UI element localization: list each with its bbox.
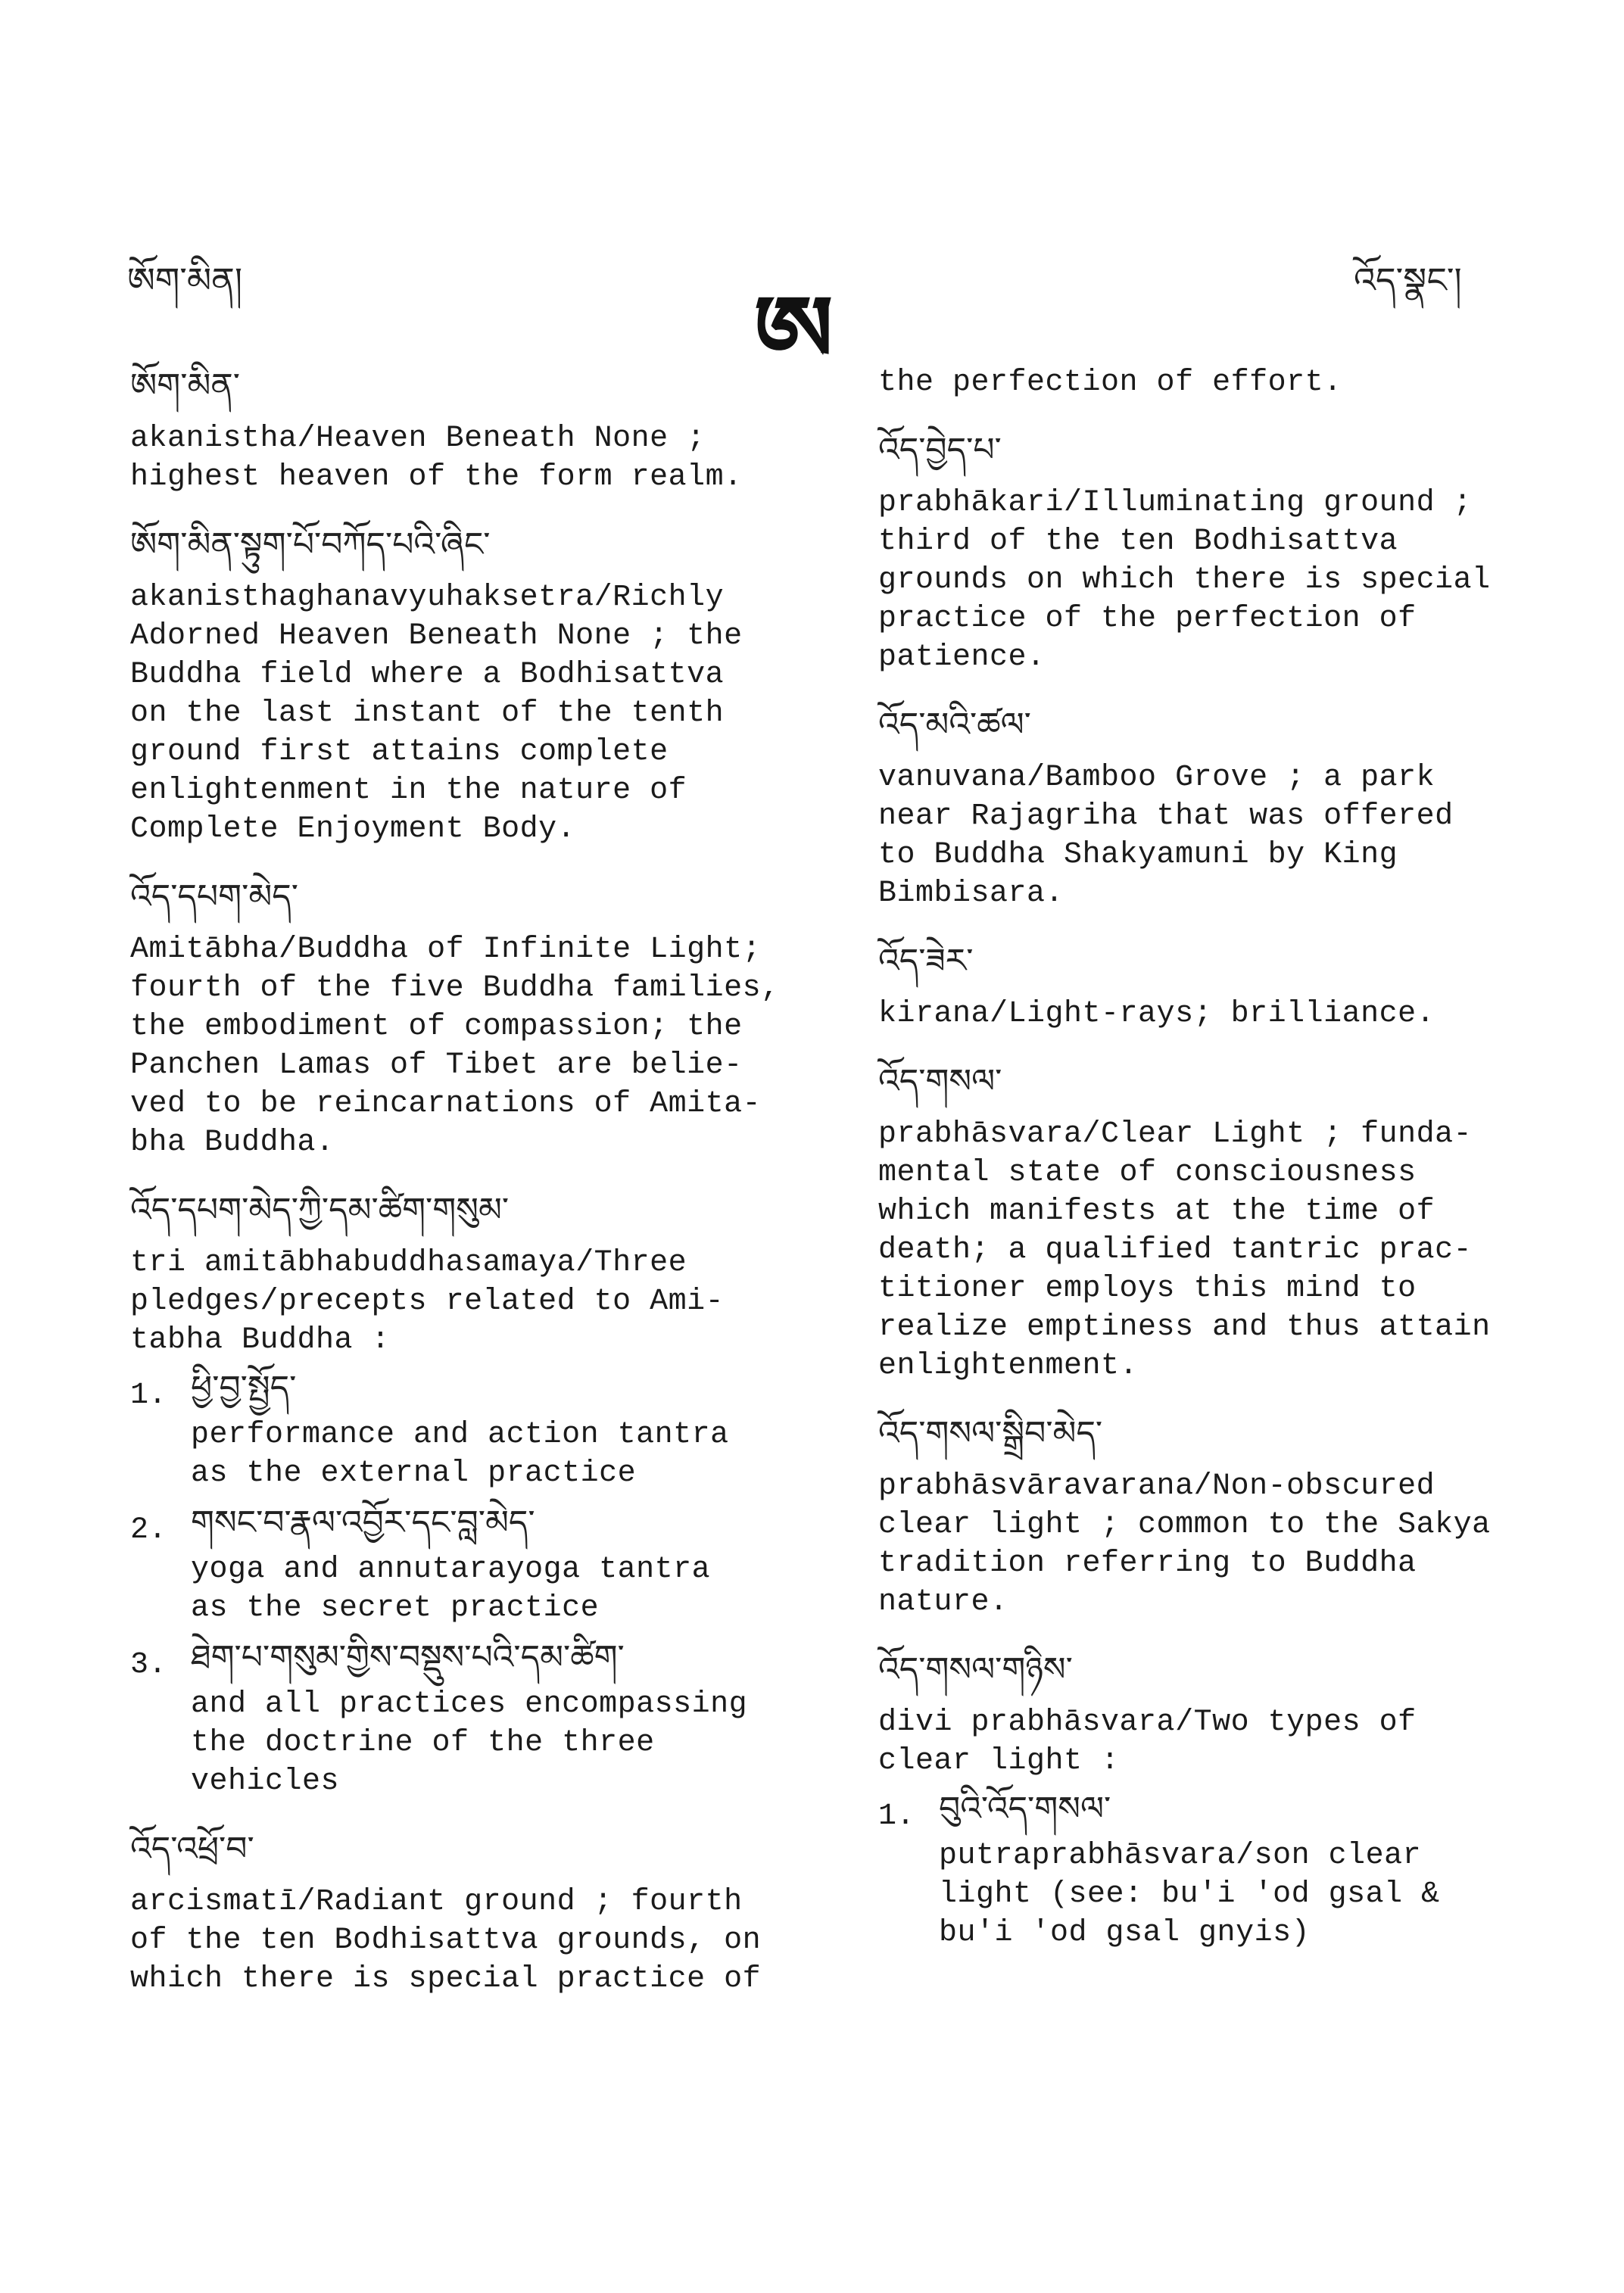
list-item-number: 1. bbox=[130, 1379, 167, 1413]
list-item-text: putraprabhāsvara/son clear light (see: bu'i 'od gsal & bu'i 'od gsal gnyis) bbox=[939, 1839, 1440, 1950]
entry bbox=[878, 428, 1560, 677]
entry bbox=[130, 363, 812, 497]
list-item bbox=[130, 1635, 812, 1801]
entry-headword: འོད་ཟེར་ bbox=[878, 942, 974, 980]
entry-headword: འོད་གསལ་སྒྲིབ་མེད་ bbox=[878, 1414, 1103, 1453]
right-column bbox=[878, 363, 1560, 1978]
header-right-title: འོད་སྣང་། bbox=[1354, 260, 1462, 301]
entry-definition: vanuvana/Bamboo Grove ; a park near Rajagriha that was offered to Buddha Shakyamuni by King Bimbisara. bbox=[878, 761, 1454, 911]
entry bbox=[130, 522, 812, 849]
list-item-number: 1. bbox=[878, 1799, 915, 1833]
continuation-text: the perfection of effort. bbox=[878, 366, 1342, 400]
list-item-text: and all practices encompassing the doctrine of the three vehicles bbox=[191, 1687, 748, 1799]
entry-definition: kirana/Light-rays; brilliance. bbox=[878, 997, 1435, 1031]
entry-headword: འོད་དཔག་མེད་ bbox=[130, 877, 298, 916]
entry-headword: འོད་མའི་ཚལ་ bbox=[878, 706, 1031, 744]
entry-definition: prabhākari/Illuminating ground ; third of the ten Bodhisattva grounds on which there is special practice of the perfection of patience. bbox=[878, 486, 1491, 675]
list-item-text: performance and action tantra as the external practice bbox=[191, 1418, 729, 1491]
entry bbox=[878, 1647, 1560, 1952]
header-letter: ཨ bbox=[753, 276, 834, 382]
list-item-text: yoga and annutarayoga tantra as the secret practice bbox=[191, 1553, 711, 1625]
list-item bbox=[130, 1500, 812, 1628]
entry-definition: tri amitābhabuddhasamaya/Three pledges/precepts related to Ami- tabha Buddha : bbox=[130, 1246, 725, 1357]
entry-definition: Amitābha/Buddha of Infinite Light; fourth of the five Buddha families, the embodiment of compassion; the Panchen Lamas of Tibet are belie- ved to be reincarnations of Amita- bha Buddha. bbox=[130, 933, 780, 1160]
entry-definition: divi prabhāsvara/Two types of clear light : bbox=[878, 1706, 1417, 1778]
list-item-headword: བུའི་འོད་གསལ་ bbox=[939, 1790, 1111, 1828]
entry-headword: འོད་བྱེད་པ་ bbox=[878, 431, 1002, 469]
list-item-headword: གསང་བ་རྣལ་འབྱོར་དང་བླ་མེད་ bbox=[191, 1503, 535, 1542]
list-item bbox=[130, 1366, 812, 1493]
entry bbox=[130, 1188, 812, 1801]
entry-headword: འོད་གསལ་གཉིས་ bbox=[878, 1650, 1073, 1689]
entry-definition: prabhāsvāravarana/Non-obscured clear light ; common to the Sakya tradition referring to Buddha nature. bbox=[878, 1469, 1491, 1619]
entry bbox=[130, 874, 812, 1162]
header-left-title: ཨོག་མིན། bbox=[127, 260, 243, 301]
left-column bbox=[130, 363, 812, 2024]
entry-definition: akanistha/Heaven Beneath None ; highest heaven of the form realm. bbox=[130, 422, 743, 494]
entry-headword: ཨོག་མིན་ bbox=[130, 366, 240, 405]
entry-headword: འོད་གསལ་ bbox=[878, 1062, 1002, 1101]
entry bbox=[878, 1059, 1560, 1385]
list-item-number: 3. bbox=[130, 1648, 167, 1682]
entry-headword: ཨོག་མིན་སྟུག་པོ་བཀོད་པའི་ཞིང་ bbox=[130, 525, 491, 564]
list-item-headword: ཕྱི་བྱ་སྤྱོད་ bbox=[191, 1369, 297, 1407]
entry-headword: འོད་འཕྲོ་བ་ bbox=[130, 1830, 254, 1868]
entry-definition: prabhāsvara/Clear Light ; funda- mental state of consciousness which manifests at the time of death; a qualified tantric prac- titioner employs this mind to realize emptiness and thus attain enlightenment. bbox=[878, 1117, 1491, 1383]
entry bbox=[130, 1827, 812, 1999]
entry-definition: akanisthaghanavyuhaksetra/Richly Adorned Heaven Beneath None ; the Buddha field where a Bodhisattva on the last instant of the tenth ground first attains complete enlightenment in the nature of Complete Enjoyment Body. bbox=[130, 581, 743, 846]
list-item-number: 2. bbox=[130, 1513, 167, 1547]
entry-headword: འོད་དཔག་མེད་ཀྱི་དམ་ཚིག་གསུམ་ bbox=[130, 1191, 510, 1229]
list-item bbox=[878, 1787, 1560, 1952]
entry bbox=[878, 1411, 1560, 1622]
list-item-headword: ཐེག་པ་གསུམ་གྱིས་བསྡུས་པའི་དམ་ཚིག་ bbox=[191, 1638, 625, 1677]
entry-definition: arcismatī/Radiant ground ; fourth of the ten Bodhisattva grounds, on which there is special practice of bbox=[130, 1885, 762, 1996]
continued-text bbox=[878, 363, 1560, 402]
entry bbox=[878, 703, 1560, 913]
entry bbox=[878, 939, 1560, 1033]
